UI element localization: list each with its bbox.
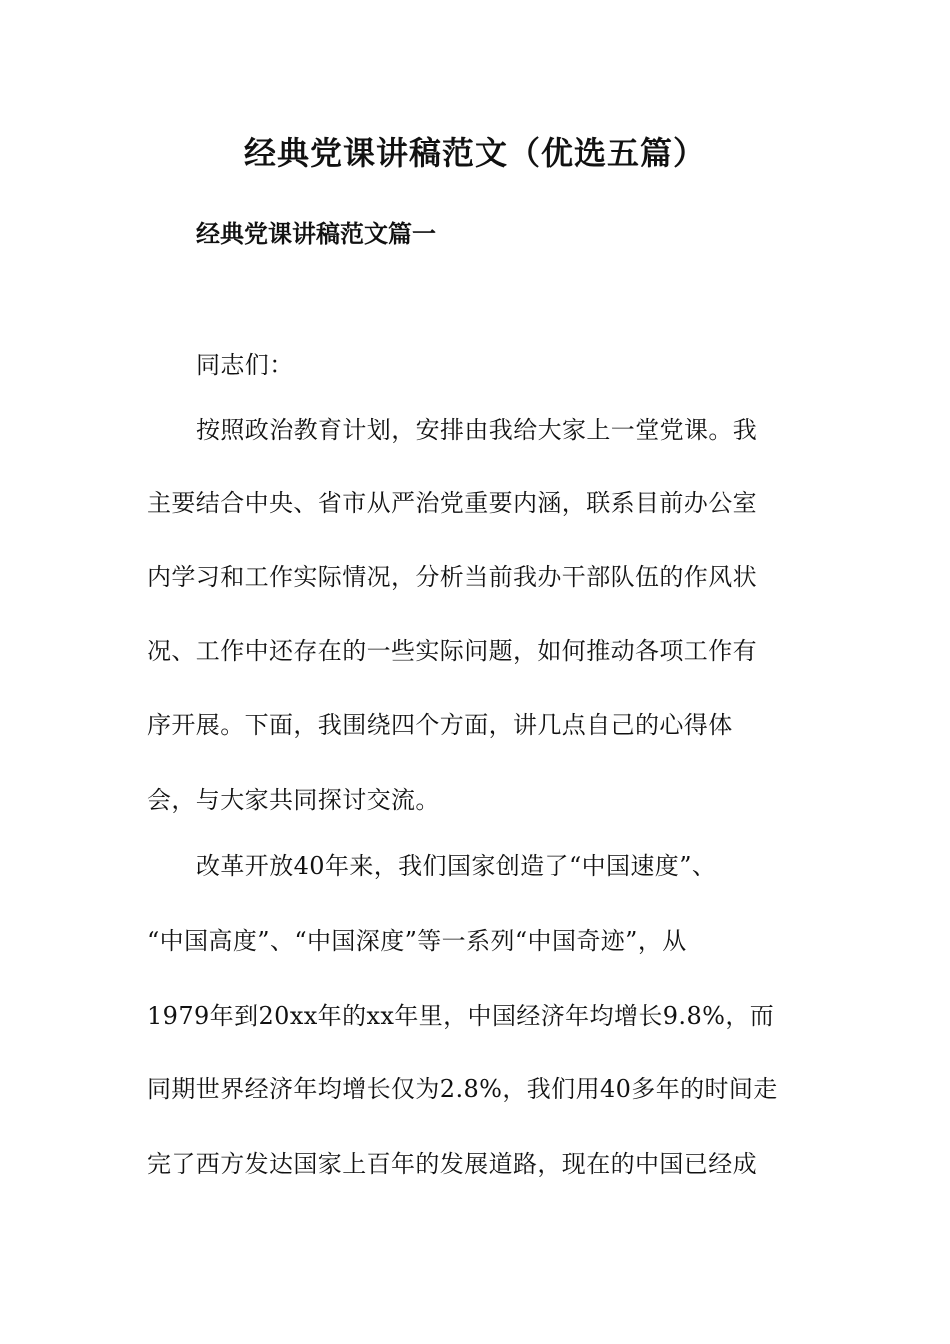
paragraph-line: 内学习和工作实际情况，分析当前我办干部队伍的作风状 bbox=[147, 563, 757, 591]
document-title: 经典党课讲稿范文（优选五篇） bbox=[243, 134, 706, 172]
paragraph-line: 同期世界经济年均增长仅为2.8%，我们用40多年的时间走 bbox=[147, 1075, 778, 1103]
paragraph-line: 改革开放40年来，我们国家创造了“中国速度”、 bbox=[196, 852, 717, 880]
salutation-line: 同志们： bbox=[196, 351, 294, 379]
paragraph-line: 1979年到20xx年的xx年里，中国经济年均增长9.8%，而 bbox=[147, 1002, 775, 1030]
paragraph-line: 按照政治教育计划，安排由我给大家上一堂党课。我 bbox=[196, 416, 758, 444]
paragraph-line: 况、工作中还存在的一些实际问题，如何推动各项工作有 bbox=[147, 637, 757, 665]
paragraph-line: 完了西方发达国家上百年的发展道路，现在的中国已经成 bbox=[147, 1150, 757, 1178]
section-heading: 经典党课讲稿范文篇一 bbox=[196, 219, 436, 248]
paragraph-line: 主要结合中央、省市从严治党重要内涵，联系目前办公室 bbox=[147, 489, 757, 517]
paragraph-line: “中国高度”、“中国深度”等一系列“中国奇迹”，从 bbox=[147, 927, 687, 955]
paragraph-line: 会，与大家共同探讨交流。 bbox=[147, 786, 440, 814]
paragraph-line: 序开展。下面，我围绕四个方面，讲几点自己的心得体 bbox=[147, 711, 733, 739]
